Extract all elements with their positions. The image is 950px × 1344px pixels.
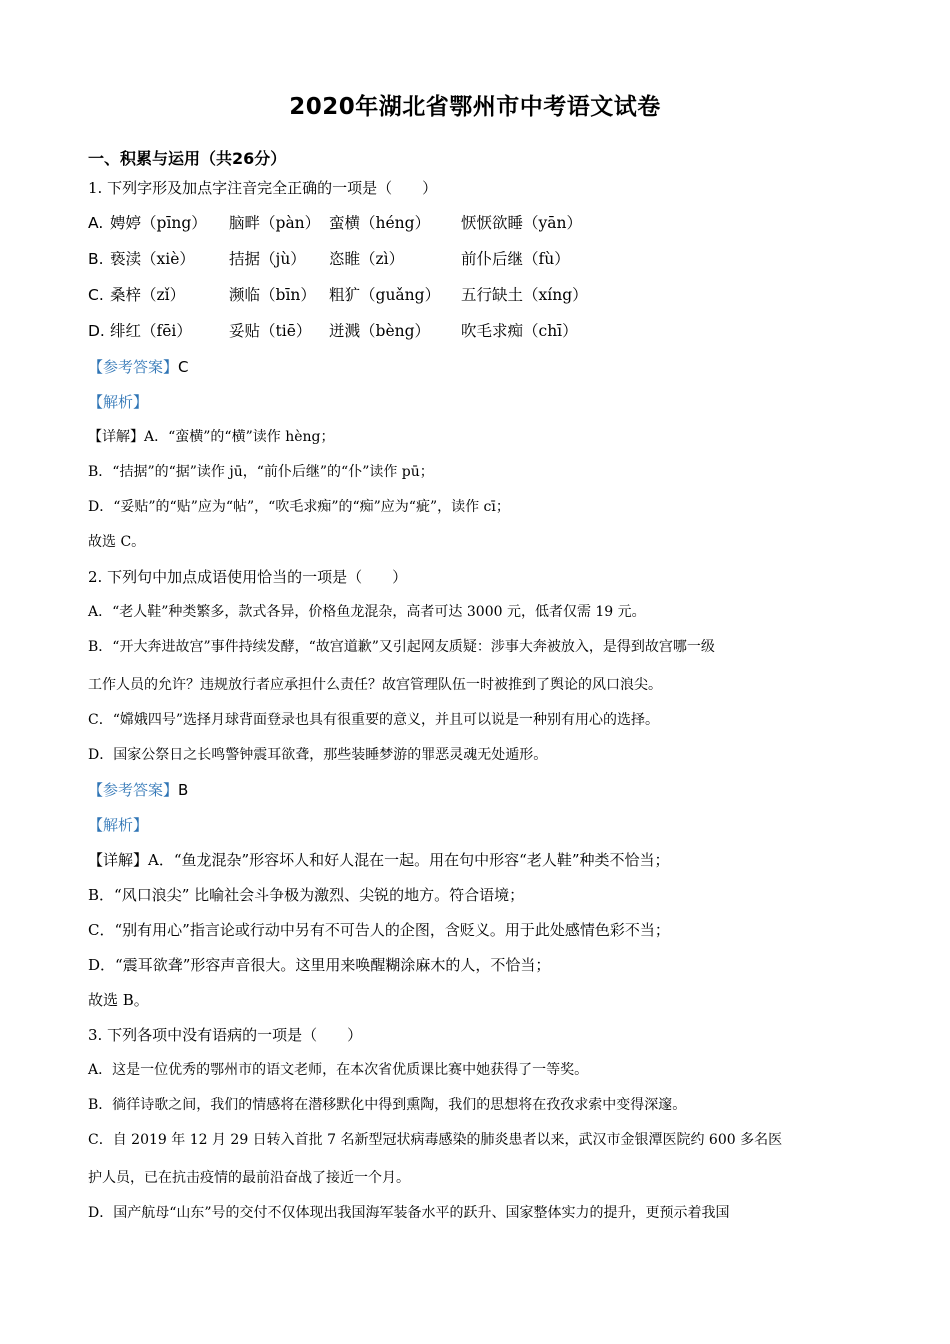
word-part: 临（bīn）: [244, 286, 316, 304]
option-word: [110, 213, 229, 233]
question-2-detail-line: 故选 B。: [88, 991, 149, 1009]
word-part: 睢（zì）: [344, 250, 405, 268]
option-word: [110, 285, 229, 305]
option-word: [461, 321, 661, 341]
word-part: 贴（tiē）: [244, 322, 312, 340]
option-word: [461, 285, 661, 305]
option-word: [329, 285, 461, 305]
question-2-option-line: C．“嫦娥四号”选择月球背面登录也具有很重要的意义，并且可以说是一种别有用心的选择。: [88, 712, 660, 728]
option-word: [329, 321, 461, 341]
word-part: 溅（bèng）: [344, 322, 431, 340]
word-part: 拮: [229, 250, 245, 268]
option-word: [229, 213, 329, 233]
word-part: 睡（yān）: [507, 214, 582, 232]
question-1-analysis-label: 【解析】: [88, 393, 149, 411]
word-part: 亵: [110, 250, 126, 268]
question-3-option-line: 护人员，已在抗击疫情的最前沿奋战了接近一个月。: [88, 1170, 410, 1186]
option-word: [329, 249, 461, 269]
question-3-option-line: D．国产航母“山东”号的交付不仅体现出我国海军装备水平的跃升、国家整体实力的提升，更预示着我国: [88, 1205, 730, 1221]
question-2-stem: 2. 下列句中加点成语使用恰当的一项是（ ）: [88, 568, 408, 586]
option-letter: B.: [88, 250, 104, 268]
question-1-option-c: [88, 285, 863, 305]
question-3-stem: 3. 下列各项中没有语病的一项是（ ）: [88, 1026, 363, 1044]
exam-content: [88, 178, 863, 1238]
word-part: 吹毛求: [461, 322, 508, 340]
word-part: 五: [461, 286, 477, 304]
question-3-option-line: C．自 2019 年 12 月 29 日转入首批 7 名新型冠状病毒感染的肺炎患者以来，武汉市金银潭医院约 600 多名医: [88, 1132, 783, 1148]
word-part: 红（fēi）: [125, 322, 192, 340]
option-word: [229, 285, 329, 305]
word-part: 恹恹欲: [461, 214, 508, 232]
word-part: 仆后继（fù）: [476, 250, 570, 268]
section-heading: 一、积累与运用（共26分）: [88, 149, 287, 168]
word-part: 梓（zǐ）: [125, 286, 186, 304]
word-part: 妥: [229, 322, 245, 340]
question-2-detail-line: B．“风口浪尖” 比喻社会斗争极为激烈、尖锐的地方。符合语境；: [88, 886, 525, 904]
option-letter: A.: [88, 214, 104, 232]
question-1-detail-line: D．“妥贴”的“贴”应为“帖”，“吹毛求痴”的“痴”应为“疵”，读作 cī；: [88, 499, 510, 515]
word-part: 犷（guǎng）: [344, 286, 441, 304]
question-1-options: [88, 213, 863, 341]
word-part: 畔（pàn）: [244, 214, 321, 232]
question-2-option-line: D．国家公祭日之长鸣警钟震耳欲聋，那些装睡梦游的罪恶灵魂无处遁形。: [88, 747, 548, 763]
question-2-detail-line: 【详解】A．“鱼龙混杂”形容坏人和好人混在一起。用在句中形容“老人鞋”种类不恰当；: [88, 851, 670, 869]
word-part: 渎（xiè）: [125, 250, 195, 268]
word-part: 濒: [229, 286, 245, 304]
option-letter: C.: [88, 286, 104, 304]
question-3-option-line: A．这是一位优秀的鄂州市的语文老师，在本次省优质课比赛中她获得了一等奖。: [88, 1062, 589, 1078]
word-part: 蛮: [329, 214, 345, 232]
option-word: [229, 249, 329, 269]
word-part: 桑: [110, 286, 126, 304]
question-1-option-b: [88, 249, 863, 269]
word-part: 前: [461, 250, 477, 268]
word-part: 迸: [329, 322, 345, 340]
question-2-option-line: A．“老人鞋”种类繁多，款式各异，价格鱼龙混杂，高者可达 3000 元，低者仅需 19 元。: [88, 604, 646, 620]
word-part: 横（héng）: [344, 214, 431, 232]
word-part: 婷（pīng）: [125, 214, 207, 232]
option-word: [110, 321, 229, 341]
answer-value: C: [178, 358, 189, 376]
question-2-analysis-label: 【解析】: [88, 816, 149, 834]
question-1-option-a: [88, 213, 863, 233]
option-word: [110, 249, 229, 269]
question-1-answer: [88, 357, 863, 377]
word-part: 据（jù）: [244, 250, 306, 268]
question-2-answer: [88, 780, 863, 800]
answer-value: B: [178, 781, 189, 799]
question-1-detail-line: 【详解】A．“蛮横”的“横”读作 hèng；: [88, 429, 335, 445]
word-part: 绯: [110, 322, 126, 340]
page-title: 2020年湖北省鄂州市中考语文试卷: [289, 94, 661, 120]
word-part: 娉: [110, 214, 126, 232]
word-part: 痴（chī）: [507, 322, 578, 340]
question-2-option-line: 工作人员的允许？违规放行者应承担什么责任？故宫管理队伍一时被推到了舆论的风口浪尖。: [88, 677, 662, 693]
word-part: 行缺土（xíng）: [476, 286, 588, 304]
answer-label: 【参考答案】: [88, 358, 179, 376]
option-word: [229, 321, 329, 341]
option-word: [329, 213, 461, 233]
word-part: 恣: [329, 250, 345, 268]
option-letter: D.: [88, 322, 105, 340]
answer-label: 【参考答案】: [88, 781, 179, 799]
question-2-detail-line: D．“震耳欲聋”形容声音很大。这里用来唤醒糊涂麻木的人，不恰当；: [88, 956, 551, 974]
question-1-stem: 1. 下列字形及加点字注音完全正确的一项是（ ）: [88, 179, 438, 197]
question-2-option-line: B．“开大奔进故宫”事件持续发酵，“故宫道歉”又引起网友质疑：涉事大奔被放入，是得到故宫哪一级: [88, 639, 715, 655]
question-2-detail-line: C．“别有用心”指言论或行动中另有不可告人的企图，含贬义。用于此处感情色彩不当；: [88, 921, 670, 939]
question-1-option-d: [88, 321, 863, 341]
option-word: [461, 249, 661, 269]
option-word: [461, 213, 661, 233]
question-1-detail-line: 故选 C。: [88, 534, 146, 550]
question-1-detail-line: B．“拮据”的“据”读作 jū，“前仆后继”的“仆”读作 pū；: [88, 464, 434, 480]
question-3-option-line: B．徜徉诗歌之间，我们的情感将在潜移默化中得到熏陶，我们的思想将在孜孜求索中变得深邃。: [88, 1097, 687, 1113]
word-part: 脑: [229, 214, 245, 232]
word-part: 粗: [329, 286, 345, 304]
